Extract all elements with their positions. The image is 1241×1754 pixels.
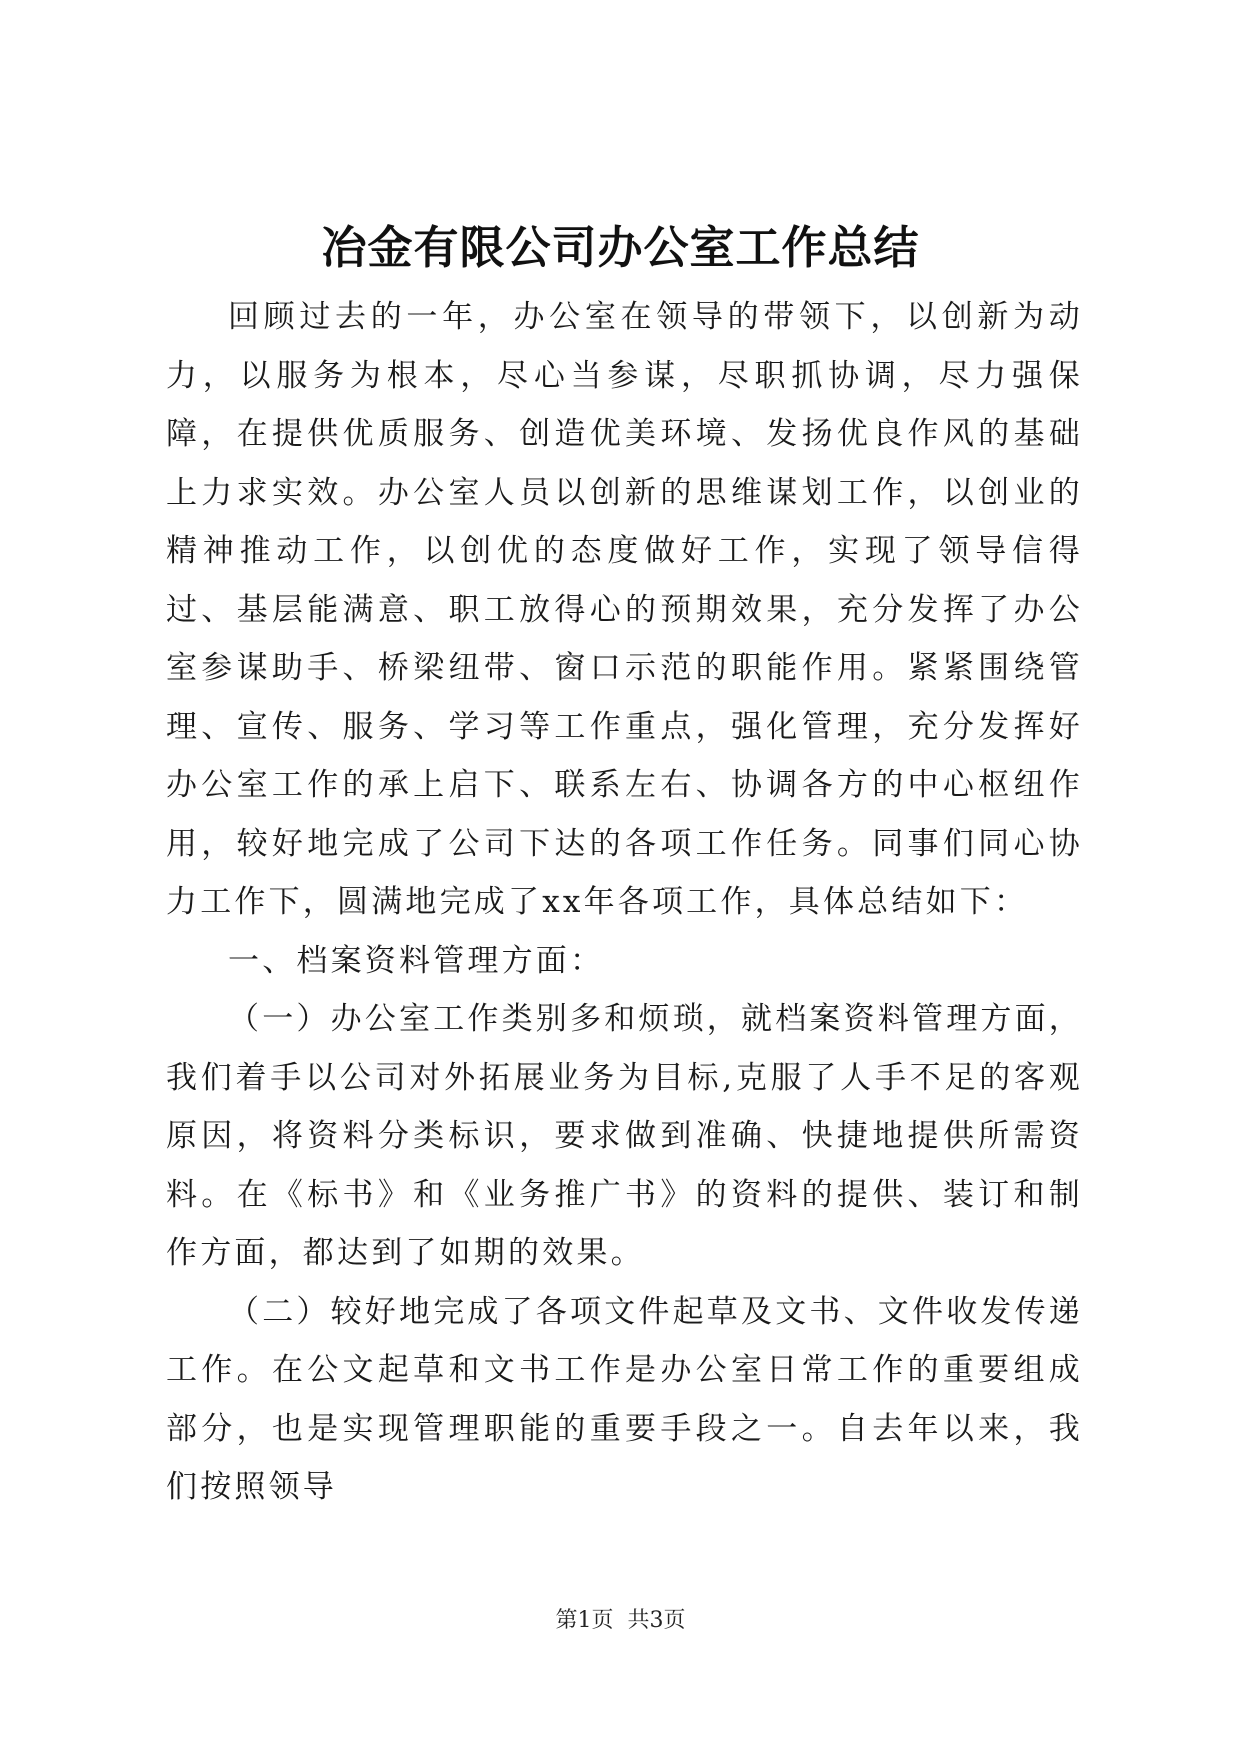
section-heading-archives: 一、档案资料管理方面：	[228, 942, 605, 979]
page-number: 第1页 共3页	[555, 1608, 686, 1633]
paragraph-archives-2: （二）较好地完成了各项文件起草及文书、文件收发传递工作。在公文起草和文书工作是办公室日常工作的重要组成部分，也是实现管理职能的重要手段之一。自去年以来，我们按照领导	[166, 1293, 1083, 1505]
document-body	[166, 288, 1083, 1517]
paragraph-intro: 回顾过去的一年，办公室在领导的带领下，以创新为动力，以服务为根本，尽心当参谋，尽职抓协调，尽力强保障，在提供优质服务、创造优美环境、发扬优良作风的基础上力求实效。办公室人员以创新的思维谋划工作，以创业的精神推动工作，以创优的态度做好工作，实现了领导信得过、基层能满意、职工放得心的预期效果，充分发挥了办公室参谋助手、桥梁纽带、窗口示范的职能作用。紧紧围绕管理、宣传、服务、学习等工作重点，强化管理，充分发挥好办公室工作的承上启下、联系左右、协调各方的中心枢纽作用，较好地完成了公司下达的各项工作任务。同事们同心协力工作下，圆满地完成了xx年各项工作，具体总结如下：	[166, 299, 1083, 920]
document-title: 冶金有限公司办公室工作总结	[321, 221, 920, 274]
paragraph-archives-1: （一）办公室工作类别多和烦琐，就档案资料管理方面，我们着手以公司对外拓展业务为目标,克服了人手不足的客观原因，将资料分类标识，要求做到准确、快捷地提供所需资料。在《标书》和《业务推广书》的资料的提供、装订和制作方面，都达到了如期的效果。	[166, 1001, 1083, 1271]
page-footer	[0, 1606, 1241, 1636]
